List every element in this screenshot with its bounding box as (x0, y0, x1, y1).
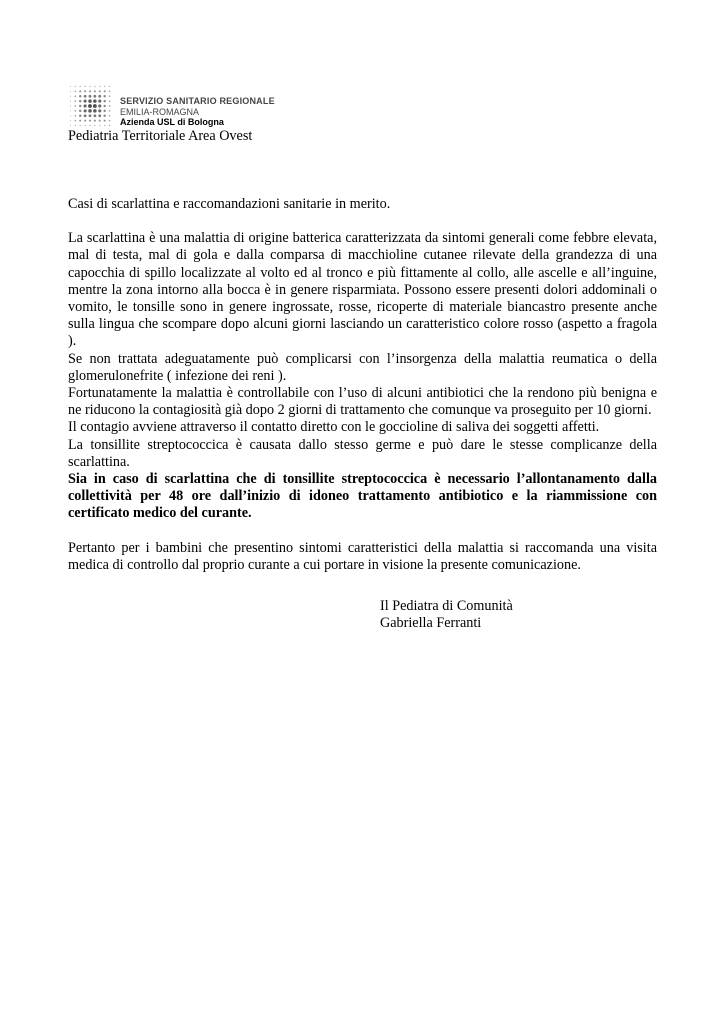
paragraph-treatment: Fortunatamente la malattia è controllabile con l’uso di alcuni antibiotici che la rendono più benigna e ne riducono la contagiosità già dopo 2 giorni di trattamento che comunque va proseguito per 10 giorni. (68, 385, 657, 419)
paragraph-spacer (68, 523, 657, 540)
paragraph-closing: Pertanto per i bambini che presentino sintomi caratteristici della malattia si raccomanda una visita medica di controllo dal proprio curante a cui portare in visione la presente comunicazione. (68, 539, 657, 573)
document-body (68, 196, 657, 574)
paragraph-contagion: Il contagio avviene attraverso il contatto diretto con le goccioline di saliva dei soggetti affetti. (68, 419, 600, 436)
logo-line-2: EMILIA-ROMAGNA (120, 106, 200, 117)
signature-role: Il Pediatra di Comunità (380, 598, 513, 614)
document-title: Casi di scarlattina e raccomandazioni sanitarie in merito. (68, 196, 391, 212)
paragraph-tonsillitis: La tonsillite streptococcica è causata dallo stesso germe e può dare le stesse complicanze della scarlattina. (68, 436, 657, 470)
logo-text (120, 96, 275, 128)
logo-line-3: Azienda USL di Bologna (120, 117, 224, 127)
health-service-logo (68, 84, 288, 130)
paragraph-complications: Se non trattata adeguatamente può complicarsi con l’insorgenza della malattia reumatica o della glomerulonefrite ( infezione dei reni ). (68, 350, 657, 384)
logo-line-1: SERVIZIO SANITARIO REGIONALE (120, 96, 275, 106)
paragraph-exclusion-rule: Sia in caso di scarlattina che di tonsillite streptococcica è necessario l’allontanamento dalla collettività per 48 ore dall’inizio di idoneo trattamento antibiotico e la riammissione con certificato medico del curante. (68, 471, 657, 522)
signature-name: Gabriella Ferranti (380, 615, 482, 632)
department-name: Pediatria Territoriale Area Ovest (68, 128, 253, 144)
paragraph-description: La scarlattina è una malattia di origine batterica caratterizzata da sintomi generali come febbre elevata, mal di testa, mal di gola e dalla comparsa di macchioline cutanee rilevate della grandezza di una capocchia di spillo localizzate al volto ed al tronco e più fittamente al collo, alle ascelle e all’inguine, mentre la zona intorno alla bocca è in genere risparmiata. Possono essere presenti dolori addominali o vomito, le tonsille sono in genere ingrossate, rosse, ricoperte di materiale biancastro presente anche sulla lingua che scompare dopo alcuni giorni lasciando un caratteristico colore rosso (aspetto a fragola ). (68, 230, 657, 350)
dot-grid-logo-icon (68, 84, 112, 128)
signature-block (380, 598, 513, 632)
